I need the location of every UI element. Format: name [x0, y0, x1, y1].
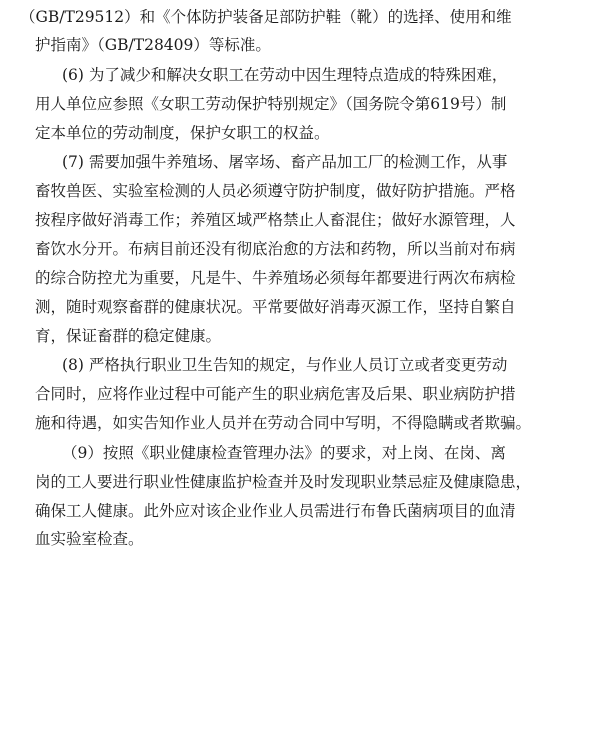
line-text: 测，随时观察畜群的健康状况。平常要做好消毒灭源工作，坚持自繁自	[35, 298, 516, 316]
line-text: 畜饮水分开。布病目前还没有彻底治愈的方法和药物，所以当前对布病	[35, 240, 516, 258]
line-text: (7) 需要加强牛养殖场、屠宰场、畜产品加工厂的检测工作，从事	[62, 153, 508, 171]
line-text: 合同时，应将作业过程中可能产生的职业病危害及后果、职业病防护措	[35, 385, 516, 403]
paragraph-first-line	[0, 352, 599, 378]
text-line	[0, 236, 599, 262]
text-line	[0, 469, 599, 495]
paragraph-first-line	[0, 62, 599, 88]
text-line	[0, 498, 599, 524]
text-line	[0, 526, 599, 552]
line-text: (6) 为了减少和解决女职工在劳动中因生理特点造成的特殊困难，	[62, 66, 508, 84]
paragraph-first-line	[0, 440, 599, 466]
line-text: （9）按照《职业健康检查管理办法》的要求，对上岗、在岗、离	[62, 444, 506, 462]
text-line	[0, 410, 599, 436]
text-line	[0, 323, 599, 349]
paragraph-first-line	[0, 149, 599, 175]
line-text: 血实验室检查。	[35, 530, 144, 548]
line-text: 用人单位应参照《女职工劳动保护特别规定》（国务院令第619号）制	[35, 95, 507, 113]
line-text: 的综合防控尤为重要，凡是牛、牛养殖场必须每年都要进行两次布病检	[35, 269, 516, 287]
text-line	[0, 178, 599, 204]
text-line	[0, 32, 599, 58]
text-line	[0, 207, 599, 233]
line-text: （GB/T29512）和《个体防护装备足部防护鞋（靴）的选择、使用和维	[20, 8, 512, 26]
line-text: 施和待遇，如实告知作业人员并在劳动合同中写明，不得隐瞒或者欺骗。	[35, 414, 532, 432]
line-text: 畜牧兽医、实验室检测的人员必须遵守防护制度，做好防护措施。严格	[35, 182, 516, 200]
line-text: 确保工人健康。此外应对该企业作业人员需进行布鲁氏菌病项目的血清	[35, 502, 516, 520]
line-text: 育，保证畜群的稳定健康。	[35, 327, 222, 345]
line-text: 按程序做好消毒工作；养殖区域严格禁止人畜混住；做好水源管理，人	[35, 211, 516, 229]
text-line	[0, 120, 599, 146]
line-text: 岗的工人要进行职业性健康监护检查并及时发现职业禁忌症及健康隐患，	[35, 473, 532, 491]
line-text: 护指南》（GB/T28409）等标准。	[35, 36, 271, 54]
text-line	[0, 4, 599, 30]
text-line	[0, 91, 599, 117]
line-text: (8) 严格执行职业卫生告知的规定，与作业人员订立或者变更劳动	[62, 356, 508, 374]
line-text: 定本单位的劳动制度，保护女职工的权益。	[35, 124, 330, 142]
text-line	[0, 265, 599, 291]
text-line	[0, 294, 599, 320]
text-line	[0, 381, 599, 407]
